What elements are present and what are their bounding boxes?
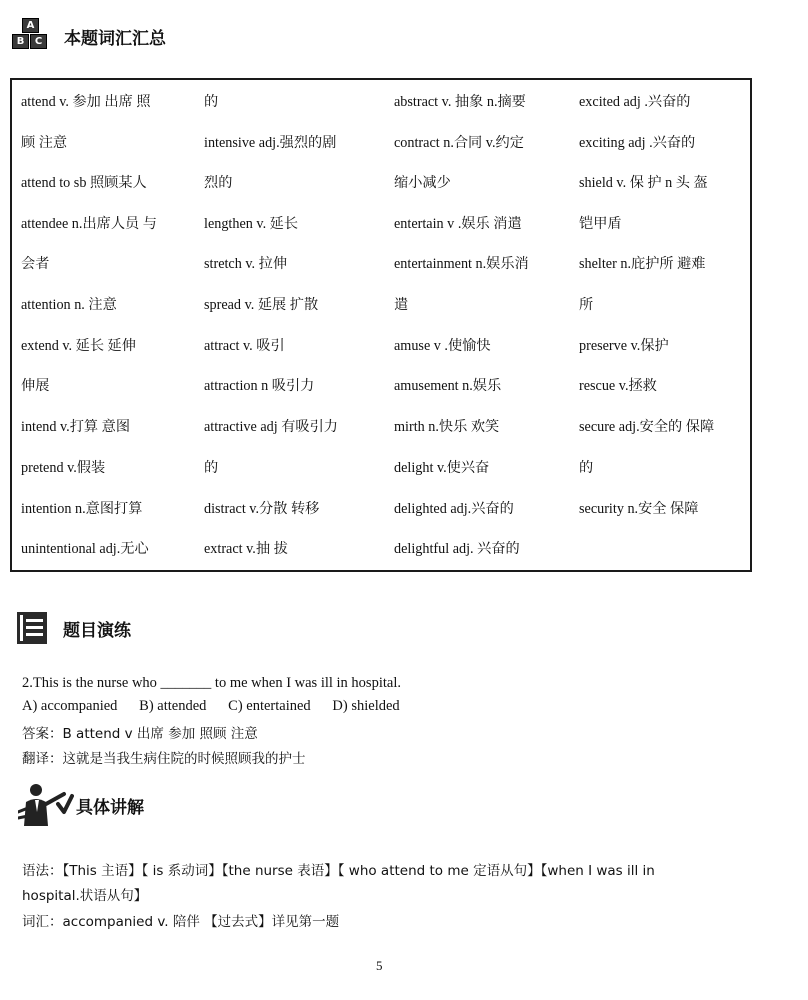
explanation-heading [18, 782, 144, 828]
vocab-entry: 的 [204, 94, 219, 110]
book-list-icon [14, 610, 50, 646]
vocab-entry: abstract v. 抽象 n.摘要 [394, 94, 526, 110]
vocab-entry: attractive adj 有吸引力 [204, 419, 338, 435]
abc-block-c: C [30, 34, 47, 49]
abc-blocks-icon [8, 18, 50, 54]
section-title: 本题词汇汇总 [64, 28, 166, 49]
vocab-entry: 会者 [21, 256, 50, 272]
vocab-entry: 伸展 [21, 378, 50, 394]
teacher-pointing-icon [18, 782, 74, 828]
vocab-entry: contract n.合同 v.约定 [394, 135, 524, 151]
vocab-entry: lengthen v. 延长 [204, 216, 299, 232]
vocab-entry: intend v.打算 意图 [21, 419, 131, 435]
vocab-entry: stretch v. 拉伸 [204, 256, 288, 272]
vocab-entry: attraction n 吸引力 [204, 378, 315, 394]
vocab-entry: intensive adj.强烈的剧 [204, 135, 337, 151]
vocab-entry: intention n.意图打算 [21, 501, 143, 517]
section-title: 题目演练 [63, 620, 131, 641]
question-stem: 2.This is the nurse who _______ to me when I was ill in hospital. [22, 675, 401, 691]
vocab-entry: rescue v.拯救 [579, 378, 657, 394]
translation-line: 翻译：这就是当我生病住院的时候照顾我的护士 [22, 751, 306, 767]
vocab-entry: amusement n.娱乐 [394, 378, 502, 394]
vocab-entry: shelter n.庇护所 避难 [579, 256, 706, 272]
vocab-entry: mirth n.快乐 欢笑 [394, 419, 500, 435]
vocab-entry: 的 [204, 460, 219, 476]
vocab-table [10, 78, 752, 572]
vocab-entry: preserve v.保护 [579, 338, 669, 354]
vocab-entry: spread v. 延展 扩散 [204, 297, 319, 313]
vocab-entry: 缩小减少 [394, 175, 451, 191]
vocab-entry: 顾 注意 [21, 135, 68, 151]
vocab-entry: exciting adj .兴奋的 [579, 135, 696, 151]
grammar-line: 语法：【This 主语】【 is 系动词】【the nurse 表语】【 who attend to me 定语从句】【when I was ill in [22, 863, 655, 879]
abc-block-b: B [12, 34, 29, 49]
vocab-entry: attend to sb 照顾某人 [21, 175, 147, 191]
abc-block-a: A [22, 18, 39, 33]
vocab-entry: extend v. 延长 延伸 [21, 338, 136, 354]
vocab-entry: entertain v .娱乐 消遣 [394, 216, 522, 232]
vocab-entry: attend v. 参加 出席 照 [21, 94, 151, 110]
answer-options: A) accompanied B) attended C) entertained D) shielded [22, 698, 400, 714]
vocab-entry: 遣 [394, 297, 409, 313]
vocab-entry: security n.安全 保障 [579, 501, 699, 517]
vocab-entry: secure adj.安全的 保障 [579, 419, 715, 435]
answer-line: 答案：B attend v 出席 参加 照顾 注意 [22, 726, 258, 742]
vocab-entry: shield v. 保 护 n 头 盔 [579, 175, 708, 191]
vocab-entry: pretend v.假装 [21, 460, 106, 476]
vocab-entry: unintentional adj.无心 [21, 541, 149, 557]
vocab-entry: delight v.使兴奋 [394, 460, 490, 476]
vocab-entry: 烈的 [204, 175, 233, 191]
vocab-entry: extract v.抽 拔 [204, 541, 288, 557]
grammar-line-continued: hospital.状语从句】 [22, 888, 148, 904]
vocab-entry: entertainment n.娱乐消 [394, 256, 529, 272]
vocab-entry: distract v.分散 转移 [204, 501, 320, 517]
vocab-entry: amuse v .使愉快 [394, 338, 491, 354]
page-number: 5 [376, 958, 383, 973]
vocab-entry: 铠甲盾 [579, 216, 622, 232]
vocab-entry: delighted adj.兴奋的 [394, 501, 514, 517]
vocab-note-line: 词汇：accompanied v. 陪伴 【过去式】详见第一题 [22, 914, 340, 930]
vocab-summary-heading [8, 18, 166, 54]
vocab-entry: delightful adj. 兴奋的 [394, 541, 520, 557]
practice-heading [14, 610, 131, 646]
section-title: 具体讲解 [76, 797, 144, 818]
vocab-entry: 所 [579, 297, 594, 313]
vocab-entry: attract v. 吸引 [204, 338, 285, 354]
vocab-entry: attendee n.出席人员 与 [21, 216, 157, 232]
vocab-entry: excited adj .兴奋的 [579, 94, 691, 110]
vocab-entry: attention n. 注意 [21, 297, 117, 313]
vocab-entry: 的 [579, 460, 594, 476]
